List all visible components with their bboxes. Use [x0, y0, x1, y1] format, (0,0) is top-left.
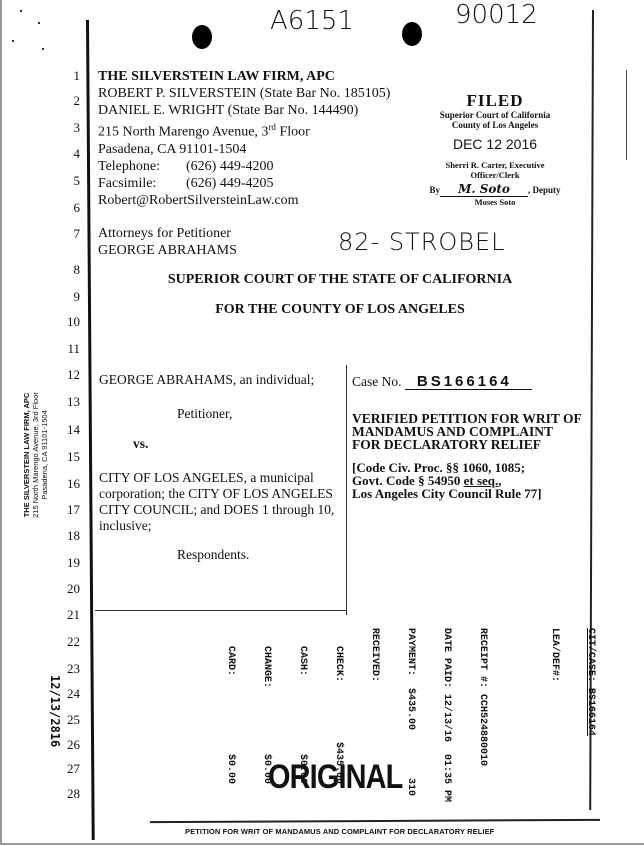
handwritten-code-left: A6151 [270, 6, 354, 36]
filed-by-line [420, 182, 570, 197]
firm-address-line-1 [98, 119, 398, 141]
fax-label: Facsimile: [98, 175, 157, 191]
case-citations [352, 461, 592, 500]
citation-line: [Code Civ. Proc. §§ 1060, 1085; [352, 460, 526, 475]
handwritten-code-right: 90012 [455, 0, 538, 30]
case-title-line: FOR DECLARATORY RELIEF [352, 437, 542, 452]
firm-side-stamp [22, 380, 62, 530]
receipt-line: LEA/DEF#: [549, 628, 560, 683]
respondent-line: inclusive; [99, 518, 152, 533]
side-stamp-line: 215 North Marengo Avenue, 3rd Floor [31, 392, 40, 518]
line-number: 12 [67, 367, 80, 382]
fax-value: (626) 449-4205 [186, 175, 274, 191]
attorneys-for-block [98, 225, 237, 259]
line-number: 14 [67, 422, 80, 437]
citation-et-seq: et seq. [463, 473, 499, 488]
case-title-line: VERIFIED PETITION FOR WRIT OF [352, 411, 582, 426]
attorney-block [98, 68, 398, 209]
respondent-line: CITY OF LOS ANGELES, a municipal [99, 470, 314, 485]
receipt-line: DATE PAID: 12/13/16 01:35 PM [441, 628, 452, 803]
receipt-line: CASH: $0.00 [297, 628, 308, 785]
telephone-label: Telephone: [98, 158, 160, 174]
client-name: GEORGE ABRAHAMS [98, 243, 237, 258]
scan-speck [12, 40, 14, 42]
court-name: SUPERIOR COURT OF THE STATE OF CALIFORNIA [167, 272, 513, 287]
line-number: 8 [73, 262, 80, 277]
address-text: Floor [275, 124, 310, 140]
line-number: 16 [67, 476, 80, 491]
line-number: 21 [67, 607, 80, 622]
email: Robert@RobertSilversteinLaw.com [98, 192, 299, 208]
court-county: FOR THE COUNTY OF LOS ANGELES [215, 302, 465, 317]
line-number: 3 [73, 120, 80, 135]
receipt-line: RECEIVED: [369, 628, 380, 683]
scan-speck [38, 22, 40, 24]
firm-address-line-2: Pasadena, CA 91101-1504 [98, 141, 247, 157]
line-number: 25 [67, 712, 80, 727]
line-number: 13 [67, 394, 80, 409]
respondent-role: Respondents. [177, 547, 250, 562]
footer-caption: PETITION FOR WRIT OF MANDAMUS AND COMPLAINT FOR DECLARATORY RELIEF [185, 827, 495, 836]
line-number: 20 [67, 581, 80, 596]
filed-court: Superior Court of California [439, 110, 551, 120]
line-number: 22 [67, 634, 80, 649]
filed-county: County of Los Angeles [451, 120, 539, 130]
original-stamp: ORIGINAL [268, 758, 403, 796]
line-number: 6 [73, 200, 80, 215]
scan-border-left [0, 0, 2, 845]
scan-mark [626, 70, 627, 160]
punch-hole-right [402, 22, 422, 46]
versus: vs. [133, 436, 149, 451]
case-number: BS166164 [405, 375, 532, 390]
attorney-name: ROBERT P. SILVERSTEIN (State Bar No. 185105) [98, 86, 391, 101]
caption-parties [99, 372, 344, 563]
line-number: 19 [67, 555, 80, 570]
deputy-label: , Deputy [528, 185, 561, 195]
line-number: 27 [67, 761, 80, 776]
filed-title: FILED [466, 91, 524, 110]
case-info [352, 374, 592, 500]
scan-speck [20, 10, 22, 12]
receipt-line: CHANGE: $0.00 [261, 628, 272, 785]
deputy-name: Moses Soto [474, 197, 516, 207]
line-number: 1 [73, 68, 80, 83]
citation-text: Govt. Code § 54950 [352, 473, 464, 488]
line-number: 5 [73, 173, 80, 188]
caption-divider-vertical [346, 365, 347, 615]
caption-divider-bottom [95, 610, 347, 611]
side-stamp-line: Pasadena, CA 91101-1504 [40, 410, 49, 500]
line-number: 2 [73, 93, 80, 108]
respondent-line: CITY COUNCIL; and DOES 1 through 10, [99, 502, 335, 517]
receipt-line [512, 628, 524, 802]
line-number: 23 [67, 661, 80, 676]
line-number: 18 [67, 528, 80, 543]
line-number: 10 [67, 314, 80, 329]
filed-date: DEC 12 2016 [452, 136, 538, 152]
receipt-line: RECEIPT #: CCH524880010 [477, 628, 488, 767]
citation-line: Los Angeles City Council Rule 77] [352, 486, 542, 501]
line-number: 4 [73, 146, 80, 161]
line-number: 24 [67, 686, 80, 701]
address-ordinal: rd [268, 122, 276, 132]
address-text: 215 North Marengo Avenue, 3 [98, 124, 269, 140]
receipt-line: PAYMENT: $435.00 310 [405, 628, 416, 797]
line-number: 11 [67, 341, 80, 356]
handwritten-assignment-note: 82- STROBEL [338, 228, 506, 256]
line-number: 9 [73, 289, 80, 304]
date-stamp: 12/13/2816 [48, 675, 62, 748]
line-number: 28 [67, 786, 80, 801]
punch-hole-left [192, 25, 212, 49]
respondent-line: corporation; the CITY OF LOS ANGELES [99, 486, 333, 501]
line-number: 17 [67, 502, 80, 517]
case-number-line [352, 374, 592, 390]
receipt-line: CARD: $0.00 [225, 628, 236, 785]
attorney-name: DANIEL E. WRIGHT (State Bar No. 144490) [98, 103, 359, 118]
attorneys-for-label: Attorneys for Petitioner [98, 226, 231, 241]
filed-officer: Sherri R. Carter, Executive Officer/Clerk [445, 160, 545, 180]
side-stamp-line: THE SILVERSTEIN LAW FIRM, APC [22, 392, 31, 518]
pleading-margin-line [86, 20, 95, 840]
telephone-value: (626) 449-4200 [186, 158, 274, 174]
fax-line [98, 175, 398, 192]
line-number: 26 [67, 737, 80, 752]
case-title-line: MANDAMUS AND COMPLAINT [352, 424, 553, 439]
case-title [352, 412, 592, 451]
line-number: 15 [67, 449, 80, 464]
filed-stamp [420, 92, 570, 207]
clerk-signature: M. Soto [440, 182, 528, 197]
citation-text: , [498, 473, 502, 488]
scan-speck [42, 48, 44, 50]
case-number-label: Case No. [352, 374, 402, 389]
firm-name: THE SILVERSTEIN LAW FIRM, APC [98, 69, 335, 84]
petitioner-role: Petitioner, [177, 406, 233, 421]
telephone-line [98, 158, 398, 175]
line-number: 7 [73, 226, 80, 241]
receipt-line: CHECK: $435.00 [333, 628, 344, 785]
by-label: By [429, 185, 440, 195]
receipt-line: CIT/CASE: BS166164 [585, 628, 596, 737]
petitioner-name: GEORGE ABRAHAMS, an individual; [99, 372, 315, 387]
footer-rule [150, 819, 600, 823]
